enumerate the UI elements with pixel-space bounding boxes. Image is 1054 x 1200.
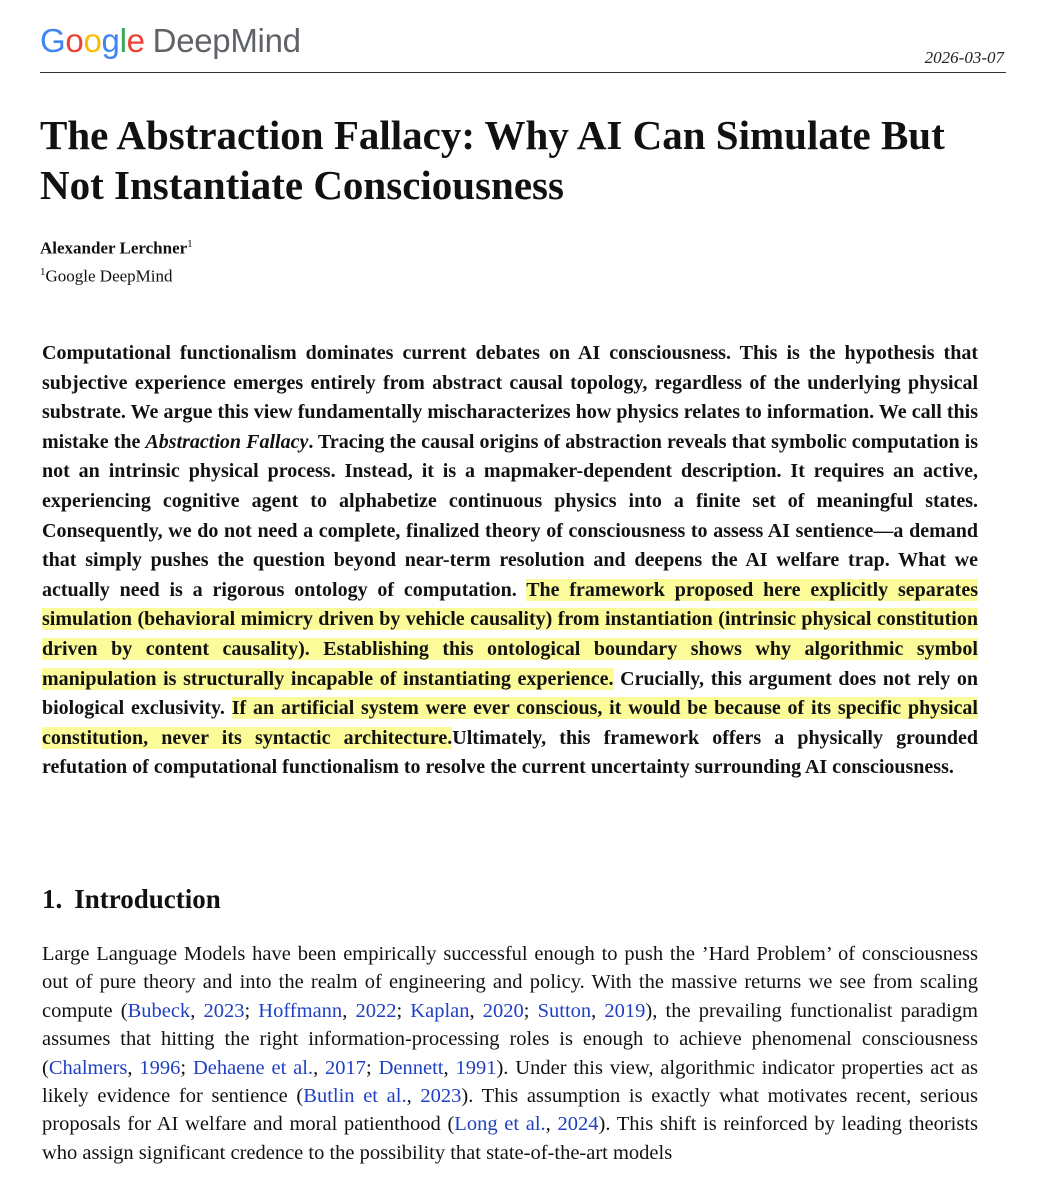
body-text: , <box>127 1056 140 1079</box>
abstract-italic-term: Abstraction Fallacy <box>145 430 309 453</box>
logo-letter: e <box>126 22 145 59</box>
section-heading-introduction <box>42 884 221 915</box>
body-text: ; <box>244 999 259 1022</box>
abstract <box>42 339 978 783</box>
citation-link[interactable]: Hoffmann <box>258 999 343 1022</box>
citation-link[interactable]: Dennett <box>378 1056 444 1079</box>
citation-link[interactable]: 2022 <box>355 999 397 1022</box>
body-text: Large Language Models have been empirically successful enough to push the ’Hard Problem’ of consciousness out of pure theory and into the realm of engineering and policy. With the massive returns we see from scaling compute ( <box>42 943 978 1022</box>
body-text: ; <box>180 1056 193 1079</box>
affiliation-name: Google DeepMind <box>45 266 173 286</box>
author-name: Alexander Lerchner <box>40 238 188 258</box>
body-text: ). This assumption is exactly what motivates recent, serious proposals for AI welfare and moral patienthood ( <box>42 1085 978 1136</box>
logo-letter: G <box>40 22 66 59</box>
body-text: , <box>342 999 356 1022</box>
author-line <box>40 238 193 259</box>
google-deepmind-logo <box>40 22 301 60</box>
body-text: , <box>591 999 605 1022</box>
section-title: Introduction <box>74 884 221 914</box>
body-text: , <box>469 999 483 1022</box>
citation-link[interactable]: 2020 <box>482 999 524 1022</box>
author-affiliation-mark: 1 <box>187 238 193 250</box>
paper-title: The Abstraction Fallacy: Why AI Can Simulate But Not Instantiate Consciousness <box>40 112 945 208</box>
abstract-text: Computational functionalism dominates current debates on AI consciousness. This is the hypothesis that subjective experience emerges entirely from abstract causal topology, regardless of the underlying physical substrate. We argue this view fundamentally mischaracterizes how physics relates to information. We call this mistake the <box>42 342 978 453</box>
body-text: ). Under this view, algorithmic indicator properties act as likely evidence for sentience ( <box>42 1056 979 1108</box>
citation-link[interactable]: 1991 <box>455 1056 497 1079</box>
abstract-highlight: The framework proposed here explicitly separates simulation (behavioral mimicry driven by vehicle causality) from instantiation (intrinsic physical constitution driven by content causality). Establishing this ontological boundary shows why algorithmic symbol manipulation is structurally incapable of instantiating experience. <box>42 578 978 690</box>
logo-letter: o <box>65 22 84 59</box>
affiliation-mark: 1 <box>40 266 46 278</box>
body-text: ), the prevailing functionalist paradigm assumes that hitting the right information-processing roles is enough to achieve phenomenal consciousness ( <box>42 999 978 1079</box>
header-divider <box>40 72 1006 73</box>
citation-link[interactable]: 2023 <box>203 999 245 1022</box>
abstract-highlight: If an artificial system were ever conscious, it would be because of its specific physical constitution, never its syntactic architecture. <box>42 697 978 749</box>
affiliation-line <box>40 266 173 287</box>
body-text: , <box>443 1056 456 1079</box>
abstract-text: . Tracing the causal origins of abstraction reveals that symbolic computation is not an intrinsic physical process. Instead, it is a mapmaker-dependent description. It requires an active, experiencing cognitive agent to alphabetize continuous physics into a finite set of meaningful states. Consequently, we do not need a complete, finalized theory of consciousness to assess AI sentience—a demand that simply pushes the question beyond near-term resolution and deepens the AI welfare trap. What we actually need is a rigorous ontology of computation. <box>42 430 978 601</box>
body-text: , <box>406 1085 421 1108</box>
citation-link[interactable]: Bubeck <box>127 999 191 1022</box>
citation-link[interactable]: Kaplan <box>410 999 470 1022</box>
citation-link[interactable]: Long et al. <box>454 1113 546 1136</box>
citation-link[interactable]: Dehaene et al. <box>192 1056 314 1079</box>
citation-link[interactable]: 2023 <box>420 1085 462 1108</box>
citation-link[interactable]: 2017 <box>325 1056 367 1079</box>
citation-link[interactable]: 1996 <box>139 1056 181 1079</box>
logo-letter: o <box>83 22 102 59</box>
body-text: ; <box>523 999 538 1022</box>
citation-link[interactable]: 2019 <box>604 999 646 1022</box>
citation-link[interactable]: Butlin et al. <box>303 1085 407 1108</box>
citation-link[interactable]: Chalmers <box>48 1056 128 1079</box>
abstract-text: Crucially, this argument does not rely on biological exclusivity. <box>42 667 978 720</box>
logo-letter: l <box>119 22 127 59</box>
logo-letter: g <box>101 22 120 59</box>
body-text: , <box>313 1056 326 1079</box>
body-text: ). This shift is reinforced by leading theorists who assign significant credence to the possibility that state-of-the-art models <box>42 1113 978 1164</box>
introduction-paragraph <box>42 940 978 1167</box>
abstract-text: Ultimately, this framework offers a physically grounded refutation of computational functionalism to resolve the current uncertainty surrounding AI consciousness. <box>42 726 978 779</box>
body-text: ; <box>396 999 411 1022</box>
body-text: ; <box>366 1056 379 1079</box>
citation-link[interactable]: Sutton <box>537 999 592 1022</box>
citation-link[interactable]: 2024 <box>557 1113 599 1136</box>
body-text: , <box>545 1113 558 1136</box>
publication-date: 2026-03-07 <box>924 48 1004 67</box>
body-text: , <box>190 999 204 1022</box>
logo-deepmind-text: DeepMind <box>152 22 301 59</box>
section-number: 1. <box>42 884 63 914</box>
